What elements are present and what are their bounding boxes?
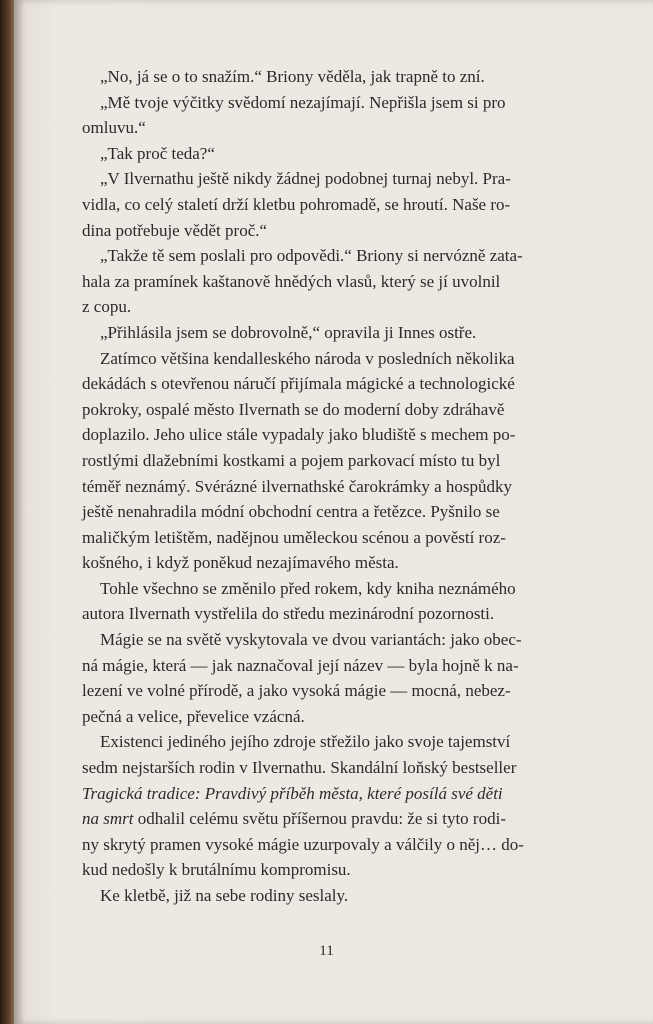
book-title-italic: na smrt xyxy=(82,809,134,829)
paragraph xyxy=(82,320,592,346)
text-line: rostlými dlažebními kostkami a pojem parkovací místo tu byl xyxy=(82,450,501,470)
text-line: na smrt odhalil celému světu příšernou pravdu: že si tyto rodi- xyxy=(82,809,506,829)
page-number: 11 xyxy=(319,943,334,959)
text-line: hala za pramínek kaštanově hnědých vlasů, který se jí uvolnil xyxy=(82,271,501,291)
text-line: kud nedošly k brutálnímu kompromisu. xyxy=(82,860,351,880)
text-line: „V Ilvernathu ještě nikdy žádnej podobnej turnaj nebyl. Pra- xyxy=(100,169,511,189)
text-line: Zatímco většina kendalleského národa v posledních několika xyxy=(100,348,515,368)
text-line: „Mě tvoje výčitky svědomí nezajímají. Nepřišla jsem si pro xyxy=(100,92,506,112)
paragraph xyxy=(82,627,592,729)
text-line: „Takže tě sem poslali pro odpovědi.“ Briony si nervózně zata- xyxy=(100,246,523,266)
text-line: „No, já se o to snažím.“ Briony věděla, jak trapně to zní. xyxy=(100,67,485,86)
text-line: omluvu.“ xyxy=(82,118,146,138)
paragraph xyxy=(82,729,592,780)
text-line: vidla, co celý staletí drží kletbu pohromadě, se hroutí. Naše ro- xyxy=(82,194,511,214)
text-line: pokroky, ospalé město Ilvernath se do moderní doby zdráhavě xyxy=(82,399,505,419)
text-line: Existenci jediného jejího zdroje střežilo jako svoje tajemství xyxy=(100,732,511,752)
text-line: doplazilo. Jeho ulice stále vypadaly jako bludiště s mechem po- xyxy=(82,425,516,445)
paragraph xyxy=(82,781,592,883)
book-spine-shadow xyxy=(0,0,14,1024)
text-line: lezení ve volné přírodě, a jako vysoká mágie — mocná, nebez- xyxy=(82,681,511,701)
text-line: téměř neznámý. Svérázné ilvernathské čarokrámky a hospůdky xyxy=(82,476,513,496)
text-line: Mágie se na světě vyskytovala ve dvou variantách: jako obec- xyxy=(100,630,522,650)
paragraph xyxy=(82,346,592,576)
paragraph xyxy=(82,883,592,909)
text-line: ještě nenahradila módní obchodní centra a řetězce. Pyšnilo se xyxy=(82,502,500,522)
paragraph xyxy=(82,141,592,167)
text-line: pečná a velice, převelice vzácná. xyxy=(82,706,305,726)
text-line: dina potřebuje vědět proč.“ xyxy=(82,220,268,240)
body-text xyxy=(82,64,592,909)
paragraph xyxy=(82,166,592,243)
text-line: Ke kletbě, již na sebe rodiny seslaly. xyxy=(100,886,349,905)
paragraph xyxy=(82,90,592,141)
book-title-italic: Tragická tradice: Pravdivý příběh města, které posílá své děti xyxy=(82,783,503,803)
text-line-italic xyxy=(82,781,592,807)
text-line: „Tak proč teda?“ xyxy=(100,143,215,163)
text-line: dekádách s otevřenou náručí přijímala mágické a technologické xyxy=(82,374,515,394)
paragraph xyxy=(82,576,592,627)
paragraph xyxy=(82,243,592,320)
text-line: Tohle všechno se změnilo před rokem, kdy kniha neznámého xyxy=(100,578,516,598)
text-line: „Přihlásila jsem se dobrovolně,“ opravila ji Innes ostře. xyxy=(100,322,477,342)
text-line: ná mágie, která — jak naznačoval její název — byla hojně k na- xyxy=(82,655,519,675)
text-line: z copu. xyxy=(82,297,132,317)
text-line: ny skrytý pramen vysoké mágie uzurpovaly a válčily o něj… do- xyxy=(82,834,524,854)
text-line: sedm nejstarších rodin v Ilvernathu. Skandální loňský bestseller xyxy=(82,758,517,778)
text-line: maličkým letištěm, nadějnou uměleckou scénou a pověstí roz- xyxy=(82,527,506,547)
text-line: autora Ilvernath vystřelila do středu mezinárodní pozornosti. xyxy=(82,604,495,624)
text-line: košného, i když poněkud nezajímavého města. xyxy=(82,553,399,573)
paragraph xyxy=(82,64,592,90)
